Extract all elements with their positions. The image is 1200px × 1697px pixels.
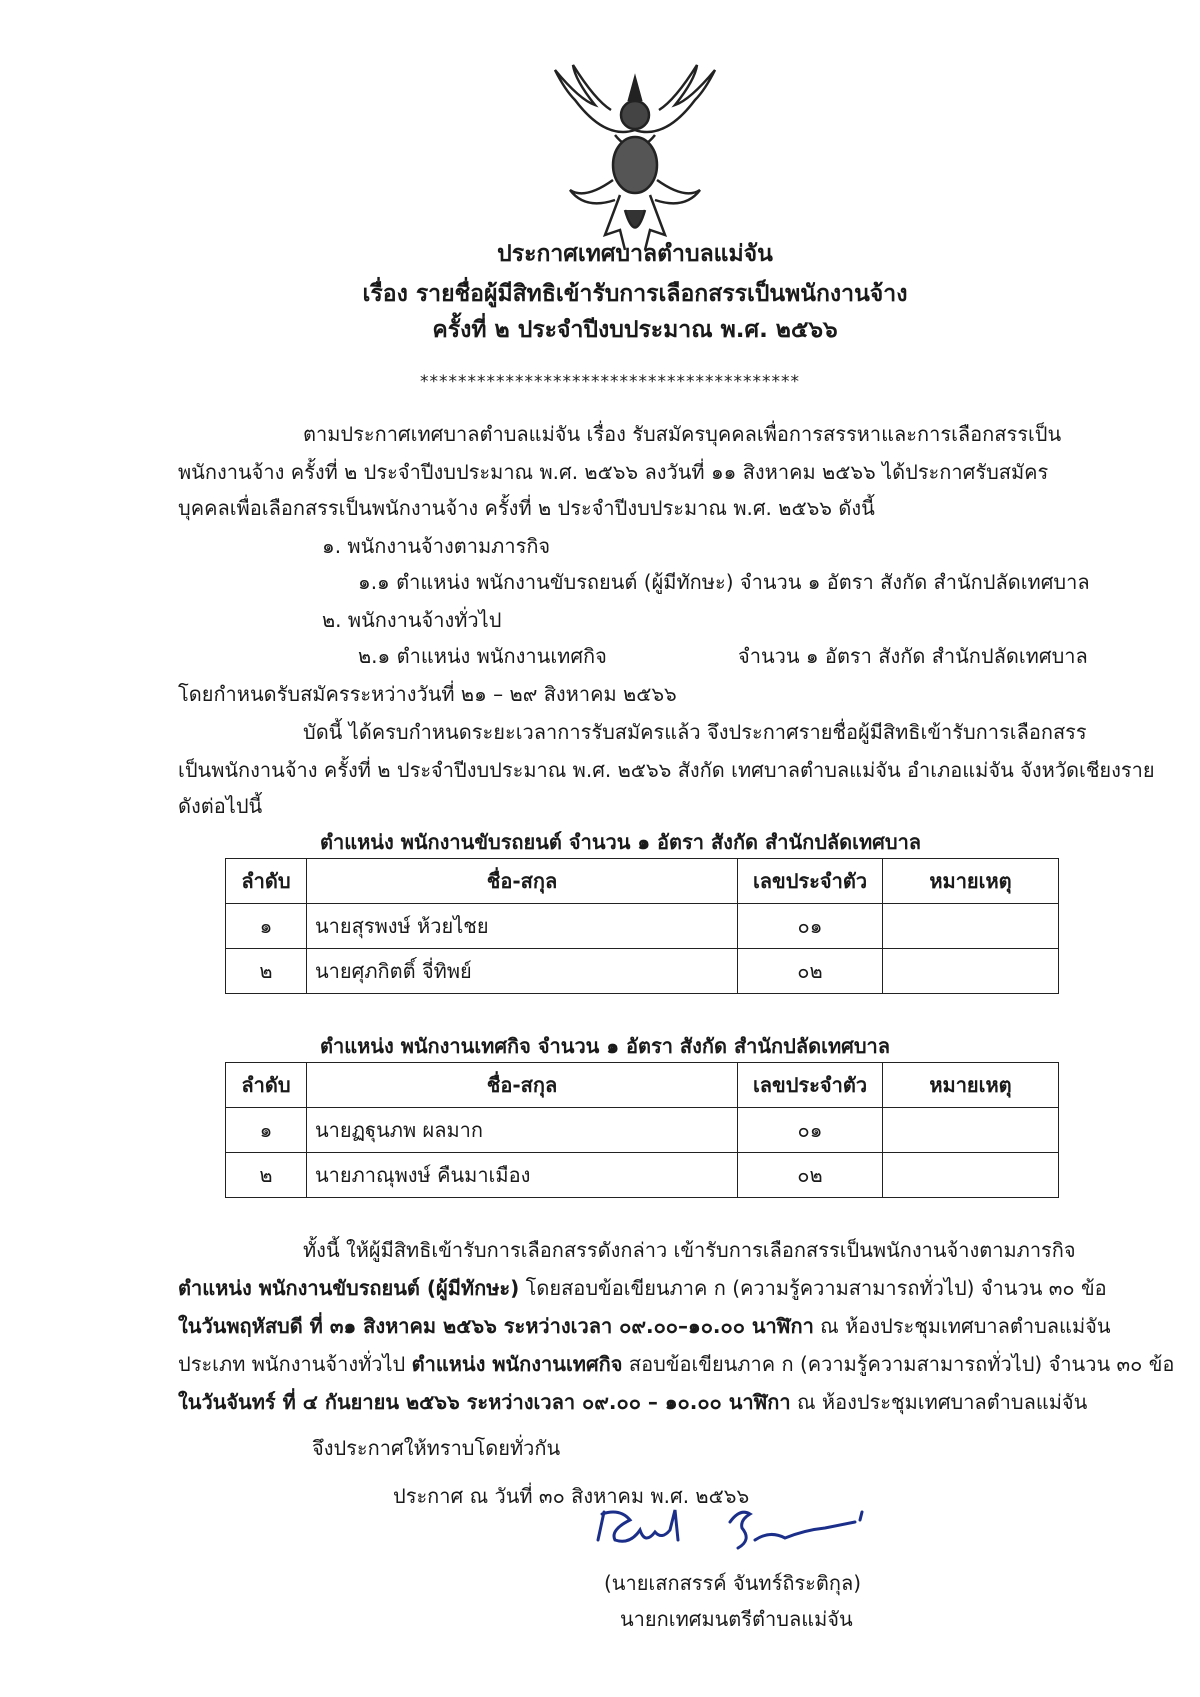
table-row [226,1153,1059,1198]
header-name: ชื่อ-สกุล [307,859,738,904]
header-id: เลขประจำตัว [738,859,883,904]
announce-line-3: ดังต่อไปนี้ [178,794,263,818]
document-round: ครั้งที่ ๒ ประจำปีงบประมาณ พ.ศ. ๒๕๖๖ [432,317,838,343]
position-group-2: ๒. พนักงานจ้างทั่วไป [322,608,502,632]
cell-id: ๐๒ [738,1153,883,1198]
cell-id: ๐๑ [738,904,883,949]
announce-line-1: บัดนี้ ได้ครบกำหนดระยะเวลาการรับสมัครแล้ว จึงประกาศรายชื่อผู้มีสิทธิเข้ารับการเลือกสรร [303,720,1087,744]
exam-line-5-rest: ณ ห้องประชุมเทศบาลตำบลแม่จัน [790,1390,1088,1414]
garuda-emblem-icon [545,60,725,260]
cell-id: ๐๒ [738,949,883,994]
header-id: เลขประจำตัว [738,1063,883,1108]
exam-line-4-a: ประเภท พนักงานจ้างทั่วไป [178,1352,412,1376]
intro-line-2: พนักงานจ้าง ครั้งที่ ๒ ประจำปีงบประมาณ พ.ศ. ๒๕๖๖ ลงวันที่ ๑๑ สิงหาคม ๒๕๖๖ ได้ประกาศรับสมัคร [178,460,1049,484]
exam-line-2-bold: ตำแหน่ง พนักงานขับรถยนต์ (ผู้มีทักษะ) [178,1276,520,1300]
table-2-caption: ตำแหน่ง พนักงานเทศกิจ จำนวน ๑ อัตรา สังกัด สำนักปลัดเทศบาล [320,1034,890,1058]
table-header-row [226,859,1059,904]
header-order: ลำดับ [226,859,307,904]
position-2-1-count: จำนวน ๑ อัตรา สังกัด สำนักปลัดเทศบาล [738,644,1088,668]
exam-line-3-bold: ในวันพฤหัสบดี ที่ ๓๑ สิงหาคม ๒๕๖๖ ระหว่างเวลา ๐๙.๐๐–๑๐.๐๐ นาฬิกา [178,1314,814,1338]
cell-remark [883,904,1059,949]
signature-icon [590,1500,880,1560]
announce-date: ประกาศ ณ วันที่ ๓๐ สิงหาคม พ.ศ. ๒๕๖๖ [393,1484,750,1508]
cell-order: ๒ [226,1153,307,1198]
table-row [226,1108,1059,1153]
cell-name: นายฏฐุนภพ ผลมาก [307,1108,738,1153]
exam-line-1: ทั้งนี้ ให้ผู้มีสิทธิเข้ารับการเลือกสรรดังกล่าว เข้ารับการเลือกสรรเป็นพนักงานจ้างตามภารกิจ [303,1238,1076,1262]
cell-order: ๑ [226,904,307,949]
table-row [226,904,1059,949]
position-1-1: ๑.๑ ตำแหน่ง พนักงานขับรถยนต์ (ผู้มีทักษะ) จำนวน ๑ อัตรา สังกัด สำนักปลัดเทศบาล [358,570,1090,594]
cell-id: ๐๑ [738,1108,883,1153]
cell-order: ๒ [226,949,307,994]
candidates-table-driver [225,858,1059,994]
position-2-1: ๒.๑ ตำแหน่ง พนักงานเทศกิจ [358,644,607,668]
cell-name: นายศุภกิตติ์ จี่ทิพย์ [307,949,738,994]
intro-line-3: บุคคลเพื่อเลือกสรรเป็นพนักงานจ้าง ครั้งที่ ๒ ประจำปีงบประมาณ พ.ศ. ๒๕๖๖ ดังนี้ [178,496,875,520]
candidates-table-municipal-officer [225,1062,1059,1198]
signer-title: นายกเทศมนตรีตำบลแม่จัน [620,1607,853,1631]
header-name: ชื่อ-สกุล [307,1063,738,1108]
table-row [226,949,1059,994]
cell-remark [883,1108,1059,1153]
cell-remark [883,1153,1059,1198]
exam-line-4-rest: สอบข้อเขียนภาค ก (ความรู้ความสามารถทั่วไป) จำนวน ๓๐ ข้อ [622,1352,1175,1376]
position-group-1: ๑. พนักงานจ้างตามภารกิจ [322,534,551,558]
cell-name: นายสุรพงษ์ ห้วยไชย [307,904,738,949]
intro-line-1: ตามประกาศเทศบาลตำบลแม่จัน เรื่อง รับสมัครบุคคลเพื่อการสรรหาและการเลือกสรรเป็น [303,422,1062,446]
exam-line-5 [178,1386,1087,1418]
header-remark: หมายเหตุ [883,1063,1059,1108]
document-subject: เรื่อง รายชื่อผู้มีสิทธิเข้ารับการเลือกสรรเป็นพนักงานจ้าง [362,281,908,307]
table-header-row [226,1063,1059,1108]
exam-line-5-bold: ในวันจันทร์ ที่ ๔ กันยายน ๒๕๖๖ ระหว่างเวลา ๐๙.๐๐ – ๑๐.๐๐ นาฬิกา [178,1390,791,1414]
exam-line-3-rest: ณ ห้องประชุมเทศบาลตำบลแม่จัน [813,1314,1111,1338]
cell-order: ๑ [226,1108,307,1153]
exam-line-2 [178,1272,1107,1304]
separator-stars: **************************************** [420,372,800,392]
exam-line-2-rest: โดยสอบข้อเขียนภาค ก (ความรู้ความสามารถทั่วไป) จำนวน ๓๐ ข้อ [519,1276,1107,1300]
exam-line-4 [178,1348,1174,1380]
table-1-caption: ตำแหน่ง พนักงานขับรถยนต์ จำนวน ๑ อัตรา สังกัด สำนักปลัดเทศบาล [320,830,922,854]
signer-name: (นายเสกสรรค์ จันทร์ถิระติกุล) [604,1571,862,1595]
application-period: โดยกำหนดรับสมัครระหว่างวันที่ ๒๑ – ๒๙ สิงหาคม ๒๕๖๖ [178,682,677,706]
header-order: ลำดับ [226,1063,307,1108]
document-title: ประกาศเทศบาลตำบลแม่จัน [497,241,773,267]
cell-name: นายภาณุพงษ์ คืนมาเมือง [307,1153,738,1198]
exam-line-4-bold: ตำแหน่ง พนักงานเทศกิจ [411,1352,623,1376]
announce-line-2: เป็นพนักงานจ้าง ครั้งที่ ๒ ประจำปีงบประมาณ พ.ศ. ๒๕๖๖ สังกัด เทศบาลตำบลแม่จัน อำเภอแม่จัน จังหวัดเชียงราย [178,758,1155,782]
exam-line-3 [178,1310,1111,1342]
closing-notice: จึงประกาศให้ทราบโดยทั่วกัน [312,1436,561,1460]
cell-remark [883,949,1059,994]
header-remark: หมายเหตุ [883,859,1059,904]
